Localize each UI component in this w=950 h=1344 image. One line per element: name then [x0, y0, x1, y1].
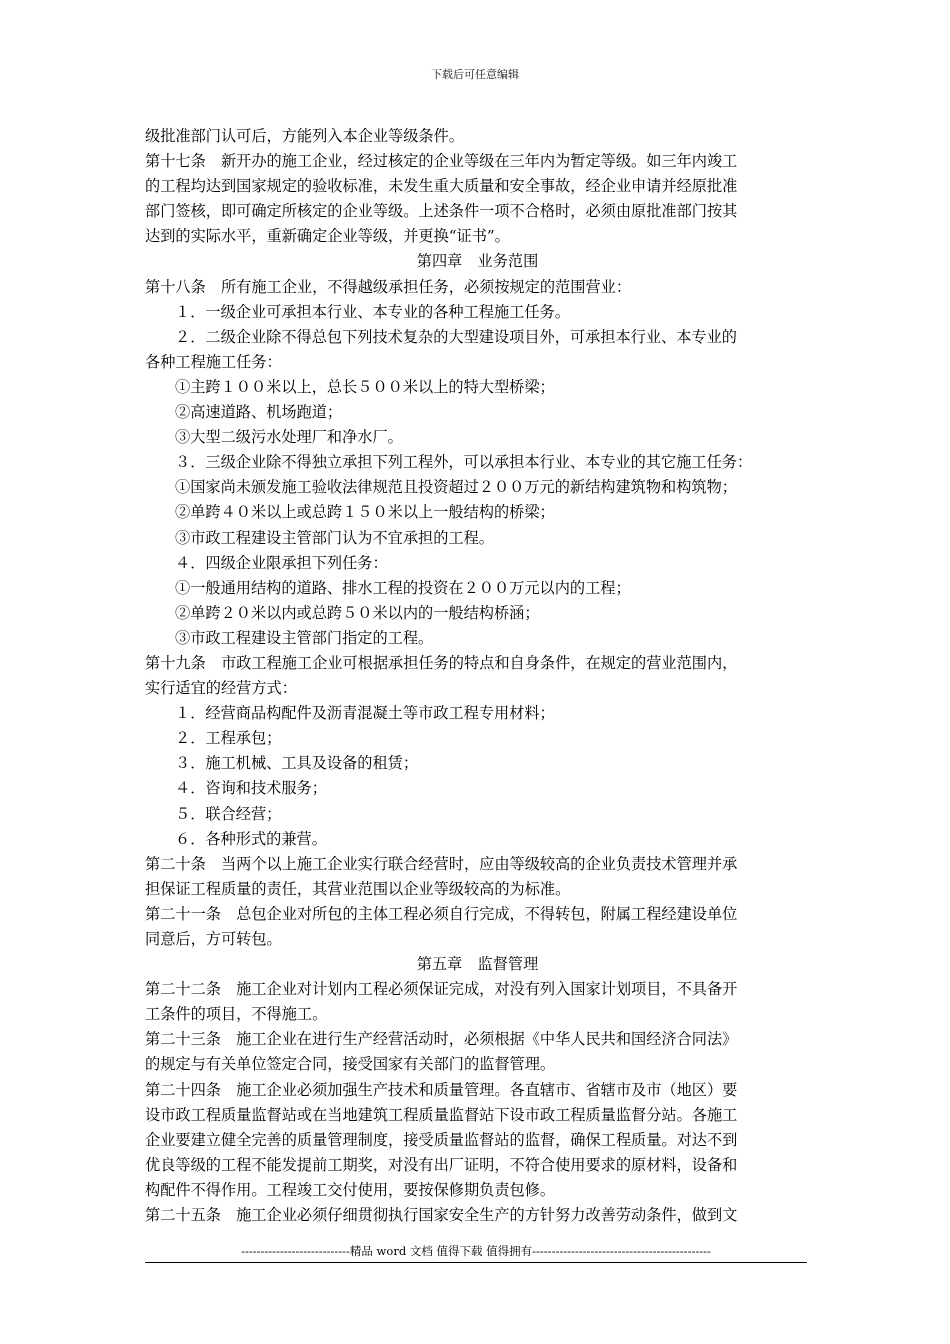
text-line: 第二十五条 施工企业必须仔细贯彻执行国家安全生产的方针努力改善劳动条件，做到文 [145, 1206, 738, 1225]
text-line: 设市政工程质量监督站或在当地建筑工程质量监督站下设市政工程质量监督分站。各施工 [145, 1105, 738, 1124]
text-line: ４．四级企业限承担下列任务： [175, 553, 388, 572]
text-line: 的工程均达到国家规定的验收标准，未发生重大质量和安全事故，经企业申请并经原批准 [145, 177, 738, 196]
chapter-heading: 第五章 监督管理 [416, 955, 539, 974]
text-line: 第十七条 新开办的施工企业，经过核定的企业等级在三年内为暂定等级。如三年内竣工 [145, 152, 738, 171]
text-line: ４．咨询和技术服务； [175, 779, 327, 798]
text-line: ②单跨２０米以内或总跨５０米以内的一般结构桥涵； [175, 603, 540, 622]
text-line: 第二十条 当两个以上施工企业实行联合经营时，应由等级较高的企业负责技术管理并承 [145, 854, 738, 873]
text-line: 达到的实际水平，重新确定企业等级，并更换“证书”。 [145, 227, 510, 246]
text-line: 各种工程施工任务： [145, 352, 282, 371]
text-line: 构配件不得作用。工程竣工交付使用，要按保修期负责包修。 [145, 1180, 556, 1199]
text-line: ③市政工程建设主管部门认为不宜承担的工程。 [175, 528, 494, 547]
text-line: 企业要建立健全完善的质量管理制度，接受质量监督站的监督，确保工程质量。对达不到 [145, 1130, 738, 1149]
document-body [145, 124, 810, 1228]
text-line: １．一级企业可承担本行业、本专业的各种工程施工任务。 [175, 302, 570, 321]
text-line: ５．联合经营； [175, 804, 282, 823]
text-line: ①国家尚未颁发施工验收法律规范且投资超过２００万元的新结构建筑物和构筑物； [175, 478, 737, 497]
text-line: 担保证工程质量的责任，其营业范围以企业等级较高的为标准。 [145, 879, 571, 898]
chapter-heading: 第四章 业务范围 [416, 252, 539, 271]
text-line: ③市政工程建设主管部门指定的工程。 [175, 628, 434, 647]
text-line: ②单跨４０米以上或总跨１５０米以上一般结构的桥梁； [175, 503, 555, 522]
footer-rule [145, 1262, 807, 1263]
text-line: 实行适宜的经营方式： [145, 679, 297, 698]
text-line: 第二十四条 施工企业必须加强生产技术和质量管理。各直辖市、省辖市及市（地区）要 [145, 1080, 738, 1099]
text-line: ①主跨１００米以上，总长５００米以上的特大型桥梁； [175, 377, 555, 396]
text-line: 工条件的项目，不得施工。 [145, 1005, 328, 1024]
text-line: 部门签核，即可确定所核定的企业等级。上述条件一项不合格时，必须由原批准部门按其 [145, 202, 738, 221]
text-line: ６．各种形式的兼营。 [175, 829, 327, 848]
text-line: 同意后，方可转包。 [145, 930, 282, 948]
text-line: 第二十三条 施工企业在进行生产经营活动时，必须根据《中华人民共和国经济合同法》 [145, 1030, 738, 1049]
text-line: 第十九条 市政工程施工企业可根据承担任务的特点和自身条件，在规定的营业范围内， [145, 653, 738, 672]
text-line: 级批准部门认可后，方能列入本企业等级条件。 [145, 127, 464, 145]
text-line: ２．二级企业除不得总包下列技术复杂的大型建设项目外，可承担本行业、本专业的 [175, 327, 737, 346]
text-line: ３．三级企业除不得独立承担下列工程外，可以承担本行业、本专业的其它施工任务： [175, 453, 753, 472]
text-line: 第二十一条 总包企业对所包的主体工程必须自行完成，不得转包，附属工程经建设单位 [145, 904, 738, 923]
text-line: ①一般通用结构的道路、排水工程的投资在２００万元以内的工程； [175, 578, 631, 597]
page-header: 下载后可任意编辑 [431, 68, 519, 81]
text-line: １．经营商品构配件及沥青混凝土等市政工程专用材料； [175, 704, 555, 723]
text-line: 的规定与有关单位签定合同，接受国家有关部门的监督管理。 [145, 1055, 556, 1074]
page-footer: ----------------------------精品 word 文档 值得下载 值得拥有---------------------------------------------- [241, 1244, 711, 1258]
text-line: ２．工程承包； [175, 729, 282, 748]
text-line: ３．施工机械、工具及设备的租赁； [175, 754, 418, 773]
text-line: 第二十二条 施工企业对计划内工程必须保证完成，对没有列入国家计划项目，不具备开 [145, 980, 738, 999]
text-line: 优良等级的工程不能发提前工期奖，对没有出厂证明，不符合使用要求的原材料，设备和 [145, 1155, 738, 1174]
text-line: ②高速道路、机场跑道； [175, 403, 343, 422]
text-line: ③大型二级污水处理厂和净水厂。 [175, 428, 403, 447]
text-line: 第十八条 所有施工企业，不得越级承担任务，必须按规定的范围营业： [145, 277, 631, 296]
